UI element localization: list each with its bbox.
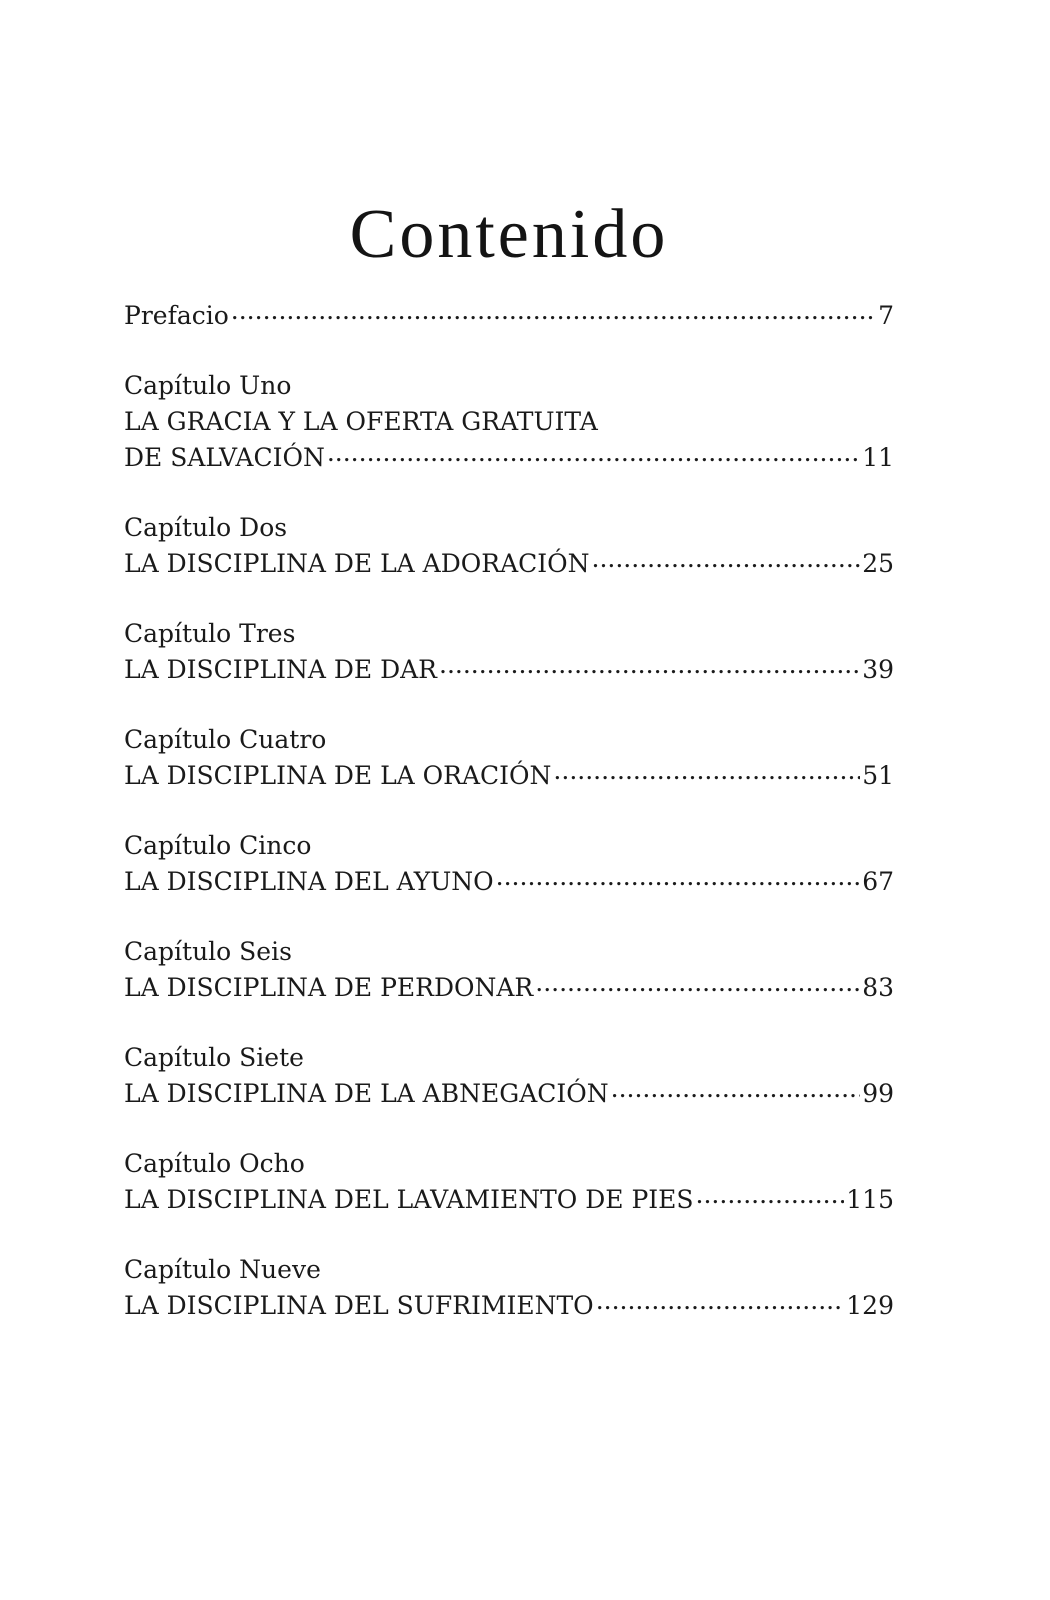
chapter-label: Capítulo Cinco [124, 831, 312, 860]
dot-leader [496, 865, 861, 890]
toc-entry-chapter-5 [124, 828, 894, 900]
toc-entry-title: LA DISCIPLINA DEL LAVAMIENTO DE PIES [124, 1185, 694, 1214]
toc-row [124, 864, 894, 900]
toc-row [124, 440, 894, 476]
chapter-label: Capítulo Cuatro [124, 725, 327, 754]
toc-entry-title: LA DISCIPLINA DE LA ABNEGACIÓN [124, 1079, 609, 1108]
toc-entry-title: LA DISCIPLINA DEL AYUNO [124, 867, 494, 896]
chapter-label: Capítulo Nueve [124, 1255, 321, 1284]
toc-page-number: 115 [846, 1185, 894, 1214]
toc-page-number: 11 [862, 443, 894, 472]
dot-leader [592, 547, 861, 572]
toc-entry-title: LA DISCIPLINA DE LA ADORACIÓN [124, 549, 590, 578]
dot-leader [553, 759, 860, 784]
toc-page-number: 99 [862, 1079, 894, 1108]
chapter-label: Capítulo Uno [124, 371, 292, 400]
toc-page-number: 25 [862, 549, 894, 578]
chapter-label: Capítulo Dos [124, 513, 288, 542]
table-of-contents [124, 190, 894, 1324]
toc-page-number: 67 [862, 867, 894, 896]
toc-entry-title: LA DISCIPLINA DE DAR [124, 655, 437, 684]
toc-entry-title: LA DISCIPLINA DE LA ORACIÓN [124, 761, 552, 790]
toc-entry-title: LA DISCIPLINA DEL SUFRIMIENTO [124, 1291, 594, 1320]
chapter-label: Capítulo Tres [124, 619, 296, 648]
toc-entry-prefacio [124, 298, 894, 334]
toc-row [124, 1182, 894, 1218]
toc-entry-chapter-2 [124, 510, 894, 582]
toc-page-number: 51 [862, 761, 894, 790]
chapter-label: Capítulo Seis [124, 937, 292, 966]
toc-page-number: 83 [862, 973, 894, 1002]
dot-leader [327, 441, 860, 466]
toc-entry-chapter-9 [124, 1252, 894, 1324]
toc-page-number: 129 [846, 1291, 894, 1320]
toc-page-number: 39 [862, 655, 894, 684]
toc-row [124, 1288, 894, 1324]
page-title: Contenido [349, 196, 669, 273]
dot-leader [611, 1077, 861, 1102]
toc-row [124, 652, 894, 688]
dot-leader [231, 299, 876, 324]
chapter-label: Capítulo Ocho [124, 1149, 305, 1178]
toc-row [124, 1076, 894, 1112]
toc-row [124, 970, 894, 1006]
chapter-label: Capítulo Siete [124, 1043, 304, 1072]
toc-entry-chapter-3 [124, 616, 894, 688]
toc-entry-chapter-6 [124, 934, 894, 1006]
toc-row [124, 546, 894, 582]
dot-leader [696, 1183, 845, 1208]
dot-leader [596, 1289, 845, 1314]
toc-list [124, 298, 894, 1324]
dot-leader [535, 971, 860, 996]
toc-entry-chapter-7 [124, 1040, 894, 1112]
toc-entry-chapter-1 [124, 368, 894, 476]
toc-entry-title: DE SALVACIÓN [124, 443, 325, 472]
toc-entry-chapter-8 [124, 1146, 894, 1218]
toc-entry-title: Prefacio [124, 301, 229, 330]
toc-entry-title-line: LA GRACIA Y LA OFERTA GRATUITA [124, 407, 598, 436]
toc-entry-title: LA DISCIPLINA DE PERDONAR [124, 973, 534, 1002]
toc-page-number: 7 [878, 301, 894, 330]
toc-row [124, 758, 894, 794]
toc-row [124, 298, 894, 334]
toc-entry-chapter-4 [124, 722, 894, 794]
dot-leader [439, 653, 860, 678]
